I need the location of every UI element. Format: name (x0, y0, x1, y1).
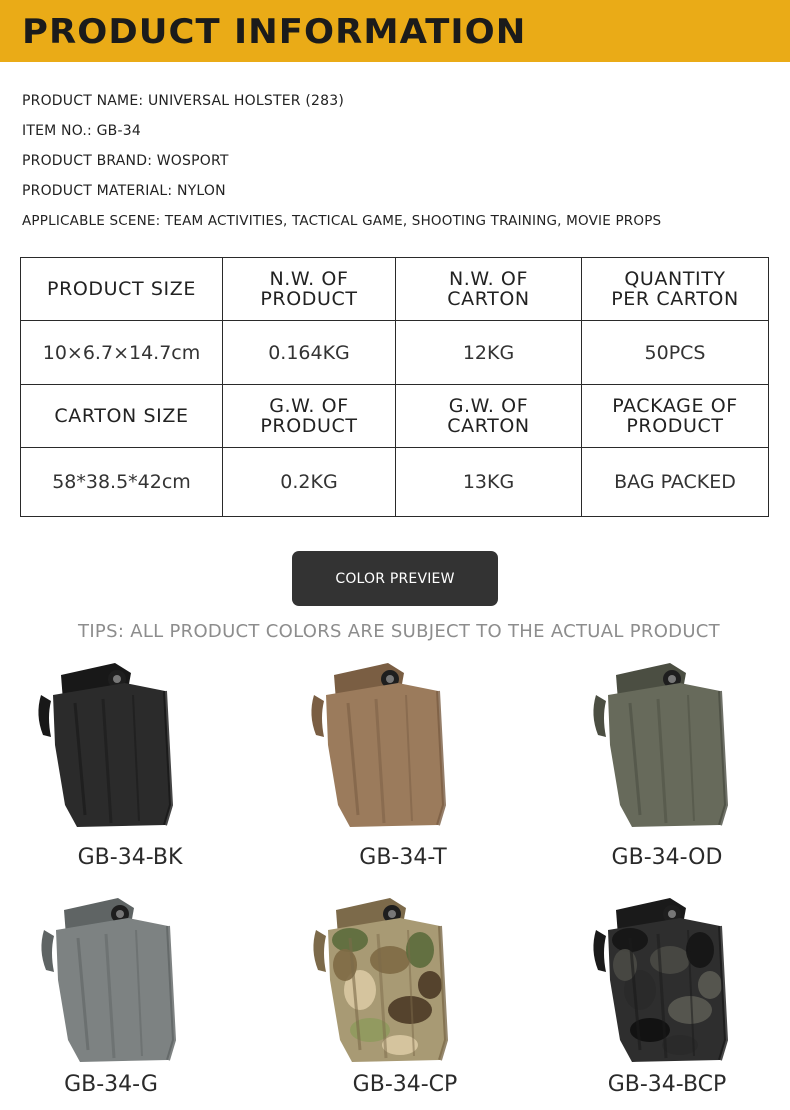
info-value: WOSPORT (156, 153, 229, 169)
table-header-cell (21, 385, 223, 448)
variant-code: GB-34-OD (611, 845, 723, 870)
table-row (21, 385, 769, 448)
color-preview-button[interactable]: COLOR PREVIEW (292, 551, 498, 606)
info-value: UNIVERSAL HOLSTER (283) (147, 93, 344, 109)
variant-item-t[interactable] (288, 655, 518, 875)
table-row (21, 258, 769, 321)
header-line: PRODUCT SIZE (47, 278, 196, 300)
header-line: N.W. OF (448, 268, 529, 290)
header-line: CARTON (447, 288, 530, 310)
header-line: QUANTITY (624, 268, 726, 290)
table-cell: BAG PACKED (582, 448, 769, 517)
camo-spot (668, 996, 712, 1024)
tips-text: TIPS: ALL PRODUCT COLORS ARE SUBJECT TO THE ACTUAL PRODUCT (78, 621, 720, 642)
holster-body (326, 683, 444, 827)
info-label: PRODUCT NAME: (22, 93, 144, 109)
holster-screw-center (668, 675, 676, 683)
variant-item-bk[interactable] (15, 655, 245, 875)
variant-code: GB-34-BK (77, 845, 183, 870)
header-bar (0, 0, 790, 62)
holster-screw-center (668, 910, 676, 918)
holster-lever (311, 695, 324, 737)
table-cell: 58*38.5*42cm (21, 448, 223, 517)
table-row (21, 448, 769, 517)
table-cell: 12KG (396, 321, 582, 385)
table-cell: 0.164KG (223, 321, 396, 385)
holster-lever (38, 695, 51, 737)
table-header-cell (223, 258, 396, 321)
variant-code: GB-34-BCP (607, 1072, 727, 1097)
table-header-cell (582, 385, 769, 448)
holster-g-image (18, 890, 248, 1070)
table-cell: 10×6.7×14.7cm (21, 321, 223, 385)
table-header-cell (396, 385, 582, 448)
header-line: CARTON (447, 415, 530, 437)
variant-code: GB-34-G (64, 1072, 158, 1097)
header-line: N.W. OF (269, 268, 349, 290)
holster-bk-image (15, 655, 245, 835)
header-line: CARTON SIZE (54, 405, 189, 427)
holster-body (608, 683, 726, 827)
variant-item-g[interactable] (18, 890, 248, 1110)
variant-item-bcp[interactable] (570, 890, 790, 1110)
table-cell: 0.2KG (223, 448, 396, 517)
holster-body (56, 918, 174, 1062)
holster-lever (41, 930, 54, 972)
info-label: ITEM NO.: (22, 123, 92, 139)
camo-spot (388, 996, 432, 1024)
table-header-cell (582, 258, 769, 321)
holster-bcp-image (570, 890, 790, 1070)
variant-code: GB-34-CP (352, 1072, 458, 1097)
holster-lever (593, 695, 606, 737)
holster-lever (313, 930, 326, 972)
info-line-product-name (22, 93, 344, 109)
info-label: APPLICABLE SCENE: (22, 213, 161, 229)
camo-spot (650, 946, 690, 974)
holster-body (53, 683, 171, 827)
header-line: PRODUCT (260, 415, 358, 437)
spec-table (20, 257, 769, 517)
holster-screw-center (113, 675, 121, 683)
variant-code: GB-34-T (359, 845, 447, 870)
holster-screw-center (388, 910, 396, 918)
camo-spot (418, 971, 442, 999)
camo-spot (370, 946, 410, 974)
table-cell: 13KG (396, 448, 582, 517)
header-line: PRODUCT (626, 415, 724, 437)
holster-cp-image (290, 890, 520, 1070)
info-value: NYLON (176, 183, 226, 199)
holster-t-image (288, 655, 518, 835)
variant-item-od[interactable] (570, 655, 790, 875)
info-line-material (22, 183, 226, 199)
info-value: TEAM ACTIVITIES, TACTICAL GAME, SHOOTING TRAINING, MOVIE PROPS (164, 213, 662, 229)
info-label: PRODUCT BRAND: (22, 153, 153, 169)
camo-spot (698, 971, 722, 999)
holster-screw-center (386, 675, 394, 683)
variant-item-cp[interactable] (290, 890, 520, 1110)
info-value: GB-34 (96, 123, 141, 139)
table-header-cell (396, 258, 582, 321)
info-label: PRODUCT MATERIAL: (22, 183, 173, 199)
header-line: PRODUCT (260, 288, 358, 310)
holster-screw-center (116, 910, 124, 918)
info-line-brand (22, 153, 229, 169)
header-line: G.W. OF (269, 395, 349, 417)
info-line-item-no (22, 123, 141, 139)
table-header-cell (223, 385, 396, 448)
holster-od-image (570, 655, 790, 835)
header-line: G.W. OF (448, 395, 529, 417)
table-row (21, 321, 769, 385)
holster-lever (593, 930, 606, 972)
table-cell: 50PCS (582, 321, 769, 385)
header-line: PACKAGE OF (612, 395, 738, 417)
header-line: PER CARTON (611, 288, 739, 310)
info-line-scene (22, 213, 661, 229)
table-header-cell (21, 258, 223, 321)
page-title: PRODUCT INFORMATION (22, 12, 527, 52)
